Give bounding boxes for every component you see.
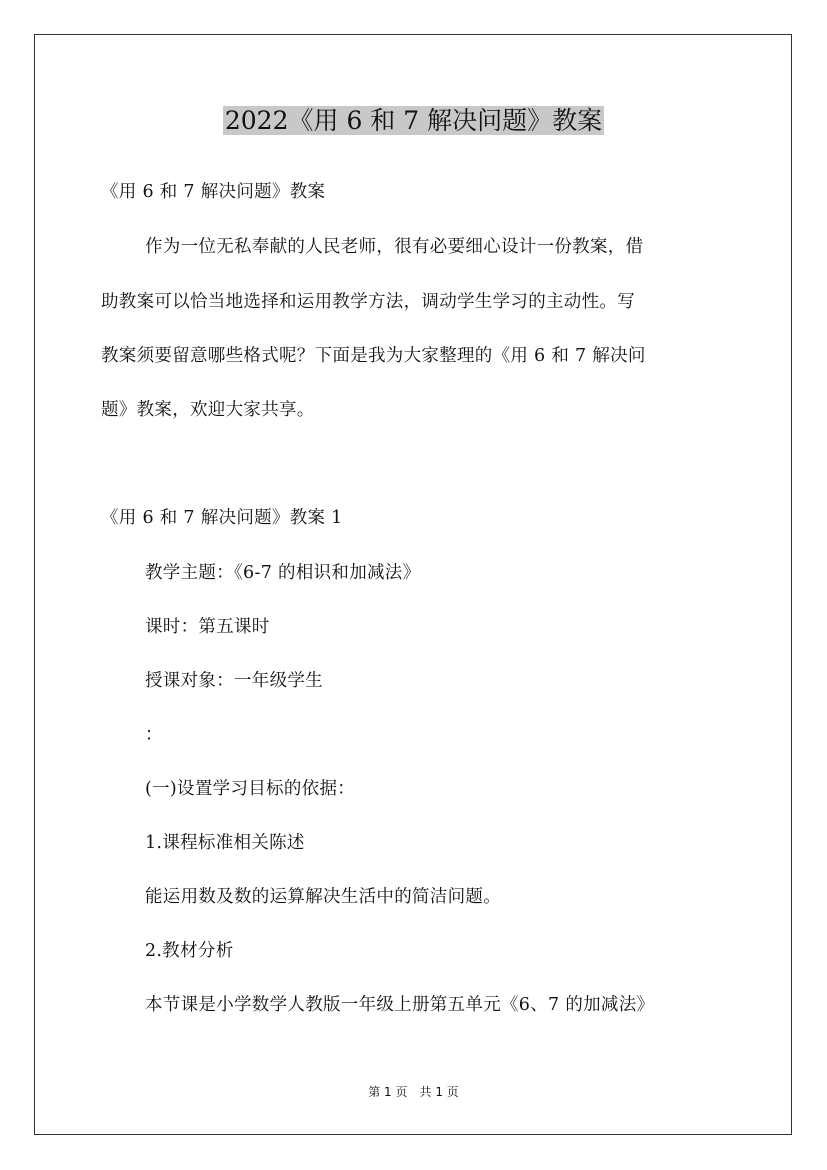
document-subtitle: 《用 6 和 7 解决问题》教案	[101, 182, 326, 202]
body-line-textbook-desc: 本节课是小学数学人教版一年级上册第五单元《6、7 的加减法》	[145, 995, 655, 1015]
body-line-curriculum: 1.课程标准相关陈述	[145, 833, 305, 853]
section-heading: 《用 6 和 7 解决问题》教案 1	[101, 508, 343, 528]
body-line-period: 课时：第五课时	[145, 617, 270, 637]
document-title-text: 2022《用 6 和 7 解决问题》教案	[224, 106, 603, 135]
intro-line-2: 助教案可以恰当地选择和运用教学方法，调动学生学习的主动性。写	[101, 292, 635, 312]
body-line-audience: 授课对象：一年级学生	[145, 671, 323, 691]
document-title	[0, 101, 827, 141]
page-footer: 第 1 页 共 1 页	[368, 1085, 459, 1099]
body-line-goal-basis: (一)设置学习目标的依据：	[145, 779, 356, 799]
intro-line-3: 教案须要留意哪些格式呢？下面是我为大家整理的《用 6 和 7 解决问	[101, 346, 646, 366]
body-line-textbook: 2.教材分析	[145, 941, 234, 961]
body-line-colon: ：	[145, 725, 163, 745]
intro-line-4: 题》教案，欢迎大家共享。	[101, 400, 315, 420]
body-line-curriculum-desc: 能运用数及数的运算解决生活中的简洁问题。	[145, 887, 501, 907]
body-line-topic: 教学主题：《6-7 的相识和加减法》	[145, 563, 421, 583]
intro-line-1: 作为一位无私奉献的人民老师，很有必要细心设计一份教案，借	[145, 237, 644, 257]
